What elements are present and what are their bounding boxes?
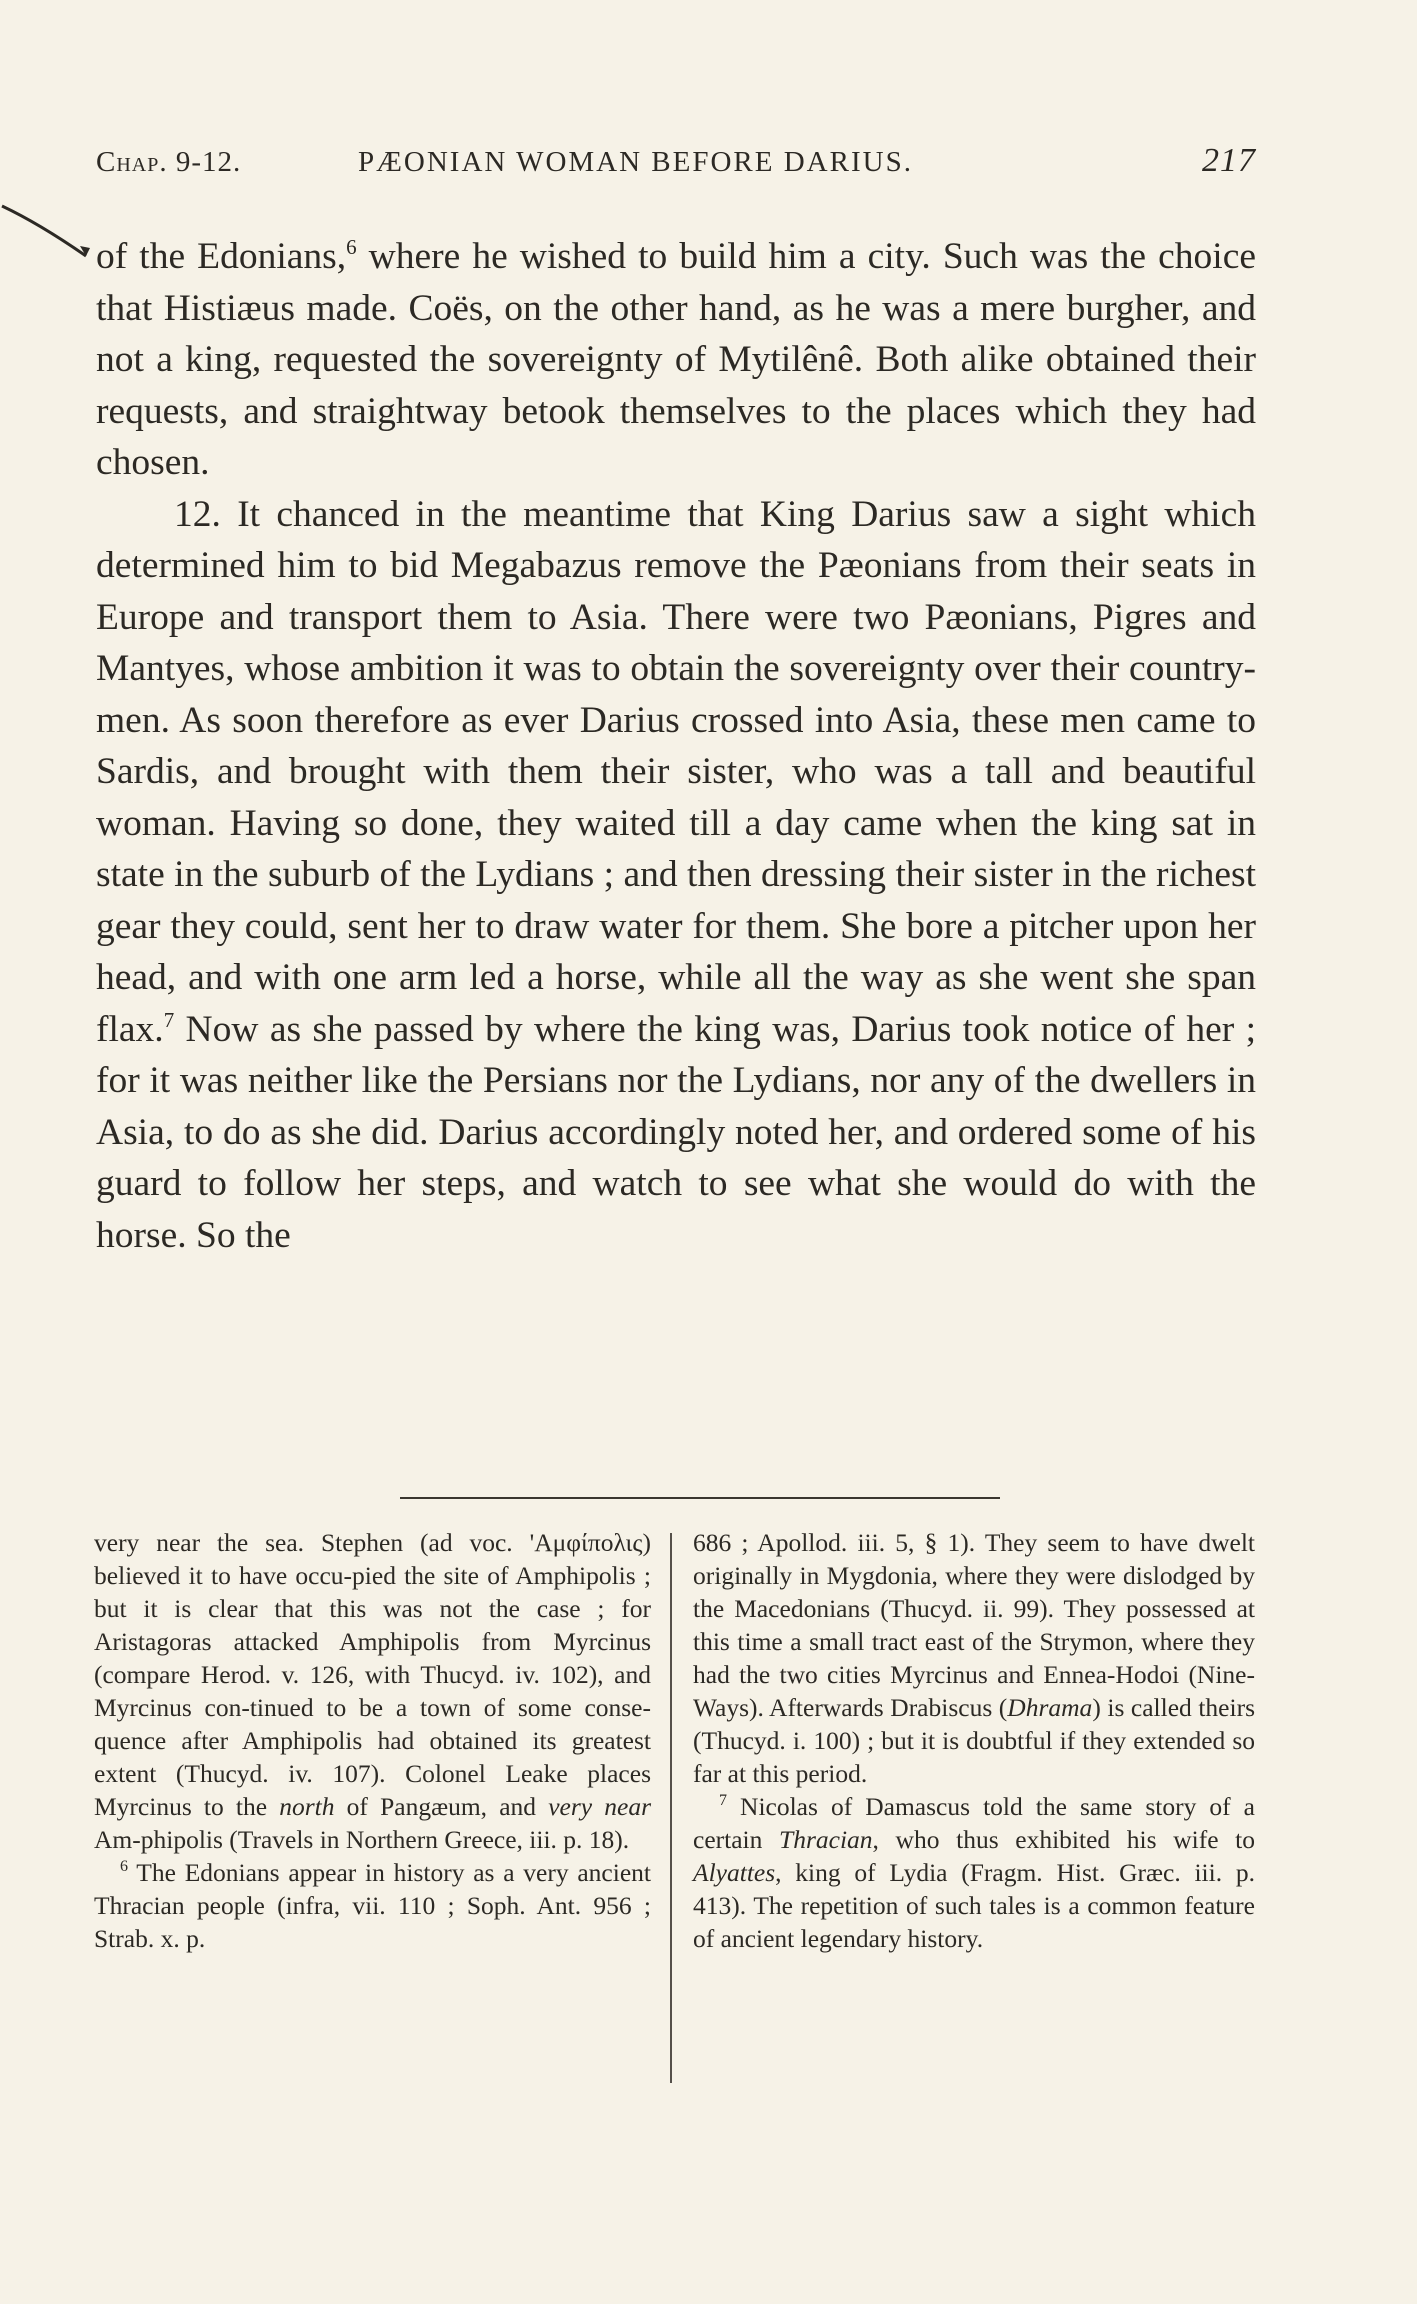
column-divider [670,1533,672,2083]
paragraph-12: 12. It chanced in the meantime that King Darius saw a sight which determined him to bid Megabazus remove the Pæonians from their seats in Europe and transport them to Asia. There were two Pæonians, Pigres and Mantyes, whose ambition it was to obtain the sovereignty over their country-men. As soon therefore as ever Darius crossed into Asia, these men came to Sardis, and brought with them their sister, who was a tall and beautiful woman. Having so done, they waited till a day came when the king sat in state in the suburb of the Lydians ; and then dressing their sister in the richest gear they could, sent her to draw water for them. She bore a pitcher upon her head, and with one arm led a horse, while all the way as she went she span flax.$^7$ Now as she passed by where the king was, Darius took notice of her ; for it was neither like the Persians nor the Lydians, nor any of the dwellers in Asia, to do as she did. Darius accordingly noted her, and ordered some of his guard to follow her steps, and watch to see what she would do with the horse. So the [96,493,1256,1256]
chapter-reference: Chap. 9-12. [96,146,242,178]
footnote-continued: very near the sea. Stephen (ad voc. 'Αμφίπολις) believed it to have occu-pied the site of Amphipolis ; but it is clear that this was not the case ; for Aristagoras attacked Amphipolis from Myrcinus (compare Herod. v. 126, with Thucyd. iv. 102), and Myrcinus con-tinued to be a town of some conse-quence after Amphipolis had obtained its greatest extent (Thucyd. iv. 107). Colonel Leake places Myrcinus to the north of Pangæum, and very near Am-phipolis (Travels in Northern Greece, iii. p. 18). [94,1528,651,1854]
corner-fold-mark [0,196,96,268]
footnote-ref-6: 6 [346,235,357,259]
page-number: 217 [1202,142,1256,179]
footnotes-left-column [94,1526,651,1955]
paragraph-continued: of the Edonians,$^6$ where he wished to build him a city. Such was the choice that Histiæus made. Coës, on the other hand, as he was a mere burgher, and not a king, requested the sovereignty of Mytilênê. Both alike obtained their requests, and straightway betook themselves to the places which they had chosen. [96,235,1256,483]
footnote-6: $^6$ The Edonians appear in history as a very ancient Thracian people (infra, vii. 110 ; Soph. Ant. 956 ; Strab. x. p. [94,1858,651,1953]
running-title: PÆONIAN WOMAN BEFORE DARIUS. [358,146,913,178]
main-text [96,231,1256,1261]
footnote-rule [400,1497,1000,1499]
footnotes-right-column [693,1526,1255,1955]
footnote-6-continued: 686 ; Apollod. iii. 5, § 1). They seem to have dwelt originally in Mygdonia, where they were dislodged by the Macedonians (Thucyd. ii. 99). They possessed at this time a small tract east of the Strymon, where they had the two cities Myrcinus and Ennea-Hodoi (Nine-Ways). Afterwards Drabiscus (Dhrama) is called theirs (Thucyd. i. 100) ; but it is doubtful if they extended so far at this period. [693,1528,1255,1788]
footnote-ref-7: 7 [163,1007,175,1032]
footnote-7: $^7$ Nicolas of Damascus told the same story of a certain Thracian, who thus exhibited his wife to Alyattes, king of Lydia (Fragm. Hist. Græc. iii. p. 413). The repetition of such tales is a common feature of ancient legendary history. [693,1792,1255,1953]
running-header [96,142,1256,186]
